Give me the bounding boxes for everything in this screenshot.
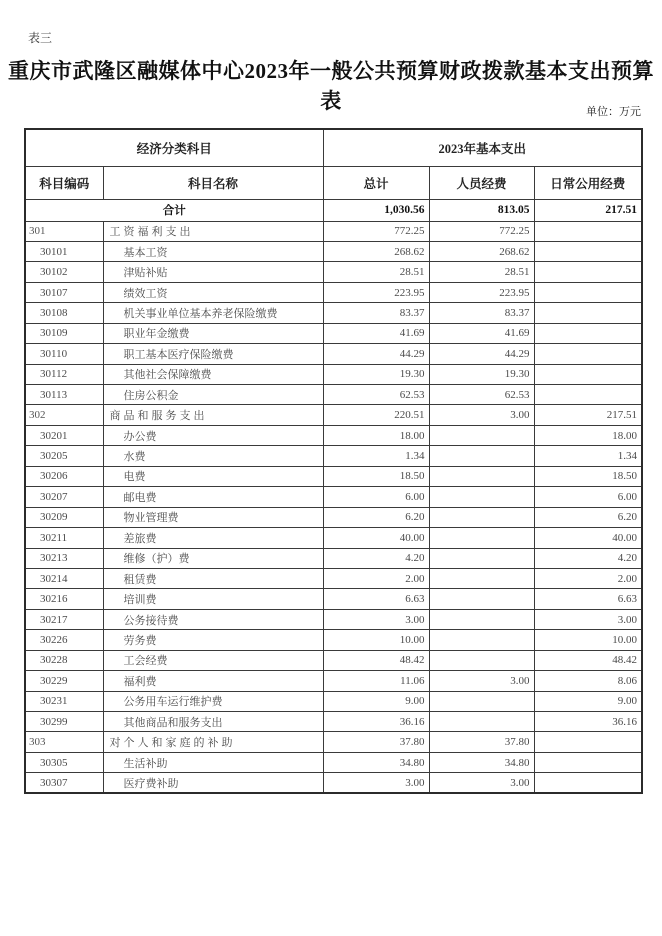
cell-personnel-funds: 223.95 (429, 282, 534, 302)
cell-subject-code: 30299 (25, 712, 103, 732)
cell-personnel-funds (429, 568, 534, 588)
cell-daily-public-funds (534, 752, 642, 772)
cell-total: 268.62 (323, 241, 429, 261)
cell-daily-public-funds: 3.00 (534, 609, 642, 629)
cell-personnel-funds: 34.80 (429, 752, 534, 772)
cell-subject-name: 生活补助 (103, 752, 323, 772)
cell-total: 4.20 (323, 548, 429, 568)
cell-subject-name: 电费 (103, 466, 323, 486)
cell-subject-code: 303 (25, 732, 103, 752)
header-daily-public-funds: 日常公用经费 (534, 166, 642, 199)
cell-daily-public-funds: 4.20 (534, 548, 642, 568)
cell-total: 6.20 (323, 507, 429, 527)
cell-personnel-funds (429, 548, 534, 568)
cell-daily-public-funds: 2.00 (534, 568, 642, 588)
cell-daily-public-funds: 6.20 (534, 507, 642, 527)
cell-daily-public-funds: 6.00 (534, 487, 642, 507)
cell-personnel-funds: 44.29 (429, 344, 534, 364)
table-row (25, 671, 642, 691)
table-row (25, 425, 642, 445)
cell-subject-name: 其他商品和服务支出 (103, 712, 323, 732)
table-row (25, 528, 642, 548)
table-row (25, 323, 642, 343)
table-body (25, 199, 642, 793)
cell-total: 36.16 (323, 712, 429, 732)
cell-personnel-funds (429, 487, 534, 507)
table-row (25, 691, 642, 711)
cell-subject-name: 基本工资 (103, 241, 323, 261)
cell-subject-name: 职业年金缴费 (103, 323, 323, 343)
cell-total: 19.30 (323, 364, 429, 384)
cell-personnel-funds (429, 650, 534, 670)
cell-subject-code: 30307 (25, 773, 103, 793)
table-row (25, 589, 642, 609)
cell-total: 10.00 (323, 630, 429, 650)
cell-daily-public-funds: 6.63 (534, 589, 642, 609)
table-row (25, 548, 642, 568)
cell-subject-name: 工资福利支出 (103, 221, 323, 241)
cell-total: 37.80 (323, 732, 429, 752)
cell-total: 3.00 (323, 773, 429, 793)
cell-personnel-funds (429, 425, 534, 445)
table-row (25, 282, 642, 302)
cell-subject-code: 30216 (25, 589, 103, 609)
cell-subject-code: 30217 (25, 609, 103, 629)
cell-subject-name: 劳务费 (103, 630, 323, 650)
cell-total: 48.42 (323, 650, 429, 670)
cell-personnel-funds: 41.69 (429, 323, 534, 343)
table-row (25, 364, 642, 384)
cell-subject-code: 30305 (25, 752, 103, 772)
cell-subject-code: 30113 (25, 385, 103, 405)
cell-daily-public-funds: 36.16 (534, 712, 642, 732)
table-row (25, 568, 642, 588)
cell-total: 11.06 (323, 671, 429, 691)
cell-subject-name: 工会经费 (103, 650, 323, 670)
cell-total: 9.00 (323, 691, 429, 711)
cell-personnel-funds (429, 507, 534, 527)
cell-personnel-funds: 37.80 (429, 732, 534, 752)
cell-daily-public-funds: 48.42 (534, 650, 642, 670)
cell-daily-public-funds: 10.00 (534, 630, 642, 650)
cell-subject-name: 职工基本医疗保险缴费 (103, 344, 323, 364)
cell-subject-code: 30211 (25, 528, 103, 548)
cell-subject-code: 30226 (25, 630, 103, 650)
cell-total: 223.95 (323, 282, 429, 302)
table-row (25, 732, 642, 752)
table-row (25, 344, 642, 364)
cell-total: 2.00 (323, 568, 429, 588)
cell-personnel-funds (429, 466, 534, 486)
header-2023-basic-expenditure: 2023年基本支出 (323, 129, 642, 166)
cell-personnel-funds: 268.62 (429, 241, 534, 261)
cell-personnel-funds: 28.51 (429, 262, 534, 282)
cell-daily-public-funds (534, 282, 642, 302)
cell-subject-code: 30207 (25, 487, 103, 507)
table-row (25, 385, 642, 405)
grand-total-label: 合计 (25, 199, 323, 221)
cell-personnel-funds: 62.53 (429, 385, 534, 405)
cell-subject-name: 机关事业单位基本养老保险缴费 (103, 303, 323, 323)
header-total: 总计 (323, 166, 429, 199)
cell-subject-code: 30102 (25, 262, 103, 282)
cell-subject-name: 租赁费 (103, 568, 323, 588)
cell-subject-name: 维修（护）费 (103, 548, 323, 568)
cell-personnel-funds: 83.37 (429, 303, 534, 323)
cell-daily-public-funds (534, 344, 642, 364)
cell-subject-code: 30228 (25, 650, 103, 670)
table-number-label: 表三 (28, 31, 53, 45)
cell-total: 220.51 (323, 405, 429, 425)
cell-subject-code: 301 (25, 221, 103, 241)
cell-personnel-funds (429, 691, 534, 711)
cell-daily-public-funds: 217.51 (534, 405, 642, 425)
cell-personnel-funds (429, 528, 534, 548)
cell-daily-public-funds: 9.00 (534, 691, 642, 711)
cell-total: 28.51 (323, 262, 429, 282)
grand-total-daily: 217.51 (534, 199, 642, 221)
grand-total-personnel: 813.05 (429, 199, 534, 221)
header-personnel-funds: 人员经费 (429, 166, 534, 199)
cell-subject-name: 对个人和家庭的补助 (103, 732, 323, 752)
cell-daily-public-funds (534, 732, 642, 752)
cell-total: 34.80 (323, 752, 429, 772)
cell-subject-name: 公务接待费 (103, 609, 323, 629)
header-subject-name: 科目名称 (103, 166, 323, 199)
table-row (25, 752, 642, 772)
cell-subject-code: 30205 (25, 446, 103, 466)
cell-daily-public-funds (534, 241, 642, 261)
cell-personnel-funds: 19.30 (429, 364, 534, 384)
cell-subject-name: 福利费 (103, 671, 323, 691)
cell-subject-name: 绩效工资 (103, 282, 323, 302)
budget-table (24, 128, 643, 794)
cell-subject-name: 医疗费补助 (103, 773, 323, 793)
cell-total: 40.00 (323, 528, 429, 548)
table-header (25, 129, 642, 199)
cell-subject-name: 办公费 (103, 425, 323, 445)
cell-total: 18.00 (323, 425, 429, 445)
header-economic-classification: 经济分类科目 (25, 129, 323, 166)
table-row (25, 630, 642, 650)
table-row (25, 609, 642, 629)
cell-daily-public-funds (534, 323, 642, 343)
cell-subject-name: 水费 (103, 446, 323, 466)
cell-daily-public-funds: 1.34 (534, 446, 642, 466)
table-row (25, 221, 642, 241)
cell-subject-code: 30112 (25, 364, 103, 384)
cell-subject-code: 30213 (25, 548, 103, 568)
cell-daily-public-funds (534, 221, 642, 241)
table-row (25, 773, 642, 793)
cell-subject-code: 30108 (25, 303, 103, 323)
cell-total: 772.25 (323, 221, 429, 241)
cell-subject-code: 30209 (25, 507, 103, 527)
cell-total: 1.34 (323, 446, 429, 466)
cell-total: 44.29 (323, 344, 429, 364)
cell-personnel-funds: 3.00 (429, 671, 534, 691)
cell-subject-code: 30107 (25, 282, 103, 302)
cell-subject-name: 邮电费 (103, 487, 323, 507)
table-row (25, 487, 642, 507)
table-row (25, 507, 642, 527)
cell-personnel-funds: 3.00 (429, 773, 534, 793)
cell-subject-name: 住房公积金 (103, 385, 323, 405)
table-row (25, 650, 642, 670)
page-title: 重庆市武隆区融媒体中心2023年一般公共预算财政拨款基本支出预算表 (8, 59, 654, 113)
cell-daily-public-funds: 40.00 (534, 528, 642, 548)
cell-subject-code: 30201 (25, 425, 103, 445)
grand-total-row (25, 199, 642, 221)
cell-subject-name: 商品和服务支出 (103, 405, 323, 425)
cell-total: 83.37 (323, 303, 429, 323)
cell-personnel-funds: 772.25 (429, 221, 534, 241)
cell-daily-public-funds (534, 262, 642, 282)
table-row (25, 446, 642, 466)
table-row (25, 712, 642, 732)
cell-personnel-funds (429, 589, 534, 609)
cell-subject-code: 30110 (25, 344, 103, 364)
cell-daily-public-funds: 18.00 (534, 425, 642, 445)
cell-subject-code: 30229 (25, 671, 103, 691)
cell-subject-code: 30231 (25, 691, 103, 711)
table-row (25, 303, 642, 323)
cell-total: 18.50 (323, 466, 429, 486)
cell-subject-name: 公务用车运行维护费 (103, 691, 323, 711)
cell-total: 6.00 (323, 487, 429, 507)
cell-subject-name: 津贴补贴 (103, 262, 323, 282)
cell-total: 41.69 (323, 323, 429, 343)
cell-total: 6.63 (323, 589, 429, 609)
cell-personnel-funds (429, 446, 534, 466)
cell-subject-code: 30109 (25, 323, 103, 343)
cell-total: 3.00 (323, 609, 429, 629)
cell-subject-code: 302 (25, 405, 103, 425)
table-row (25, 241, 642, 261)
grand-total-total: 1,030.56 (323, 199, 429, 221)
cell-personnel-funds (429, 609, 534, 629)
table-row (25, 466, 642, 486)
cell-subject-name: 差旅费 (103, 528, 323, 548)
cell-personnel-funds: 3.00 (429, 405, 534, 425)
unit-note: 单位：万元 (586, 106, 641, 118)
table-row (25, 262, 642, 282)
cell-subject-name: 其他社会保障缴费 (103, 364, 323, 384)
cell-daily-public-funds (534, 364, 642, 384)
cell-daily-public-funds (534, 385, 642, 405)
cell-total: 62.53 (323, 385, 429, 405)
cell-subject-code: 30206 (25, 466, 103, 486)
cell-subject-code: 30214 (25, 568, 103, 588)
cell-daily-public-funds: 8.06 (534, 671, 642, 691)
cell-personnel-funds (429, 630, 534, 650)
cell-daily-public-funds (534, 773, 642, 793)
cell-daily-public-funds: 18.50 (534, 466, 642, 486)
table-row (25, 405, 642, 425)
cell-subject-name: 物业管理费 (103, 507, 323, 527)
cell-subject-name: 培训费 (103, 589, 323, 609)
cell-personnel-funds (429, 712, 534, 732)
cell-daily-public-funds (534, 303, 642, 323)
header-subject-code: 科目编码 (25, 166, 103, 199)
cell-subject-code: 30101 (25, 241, 103, 261)
